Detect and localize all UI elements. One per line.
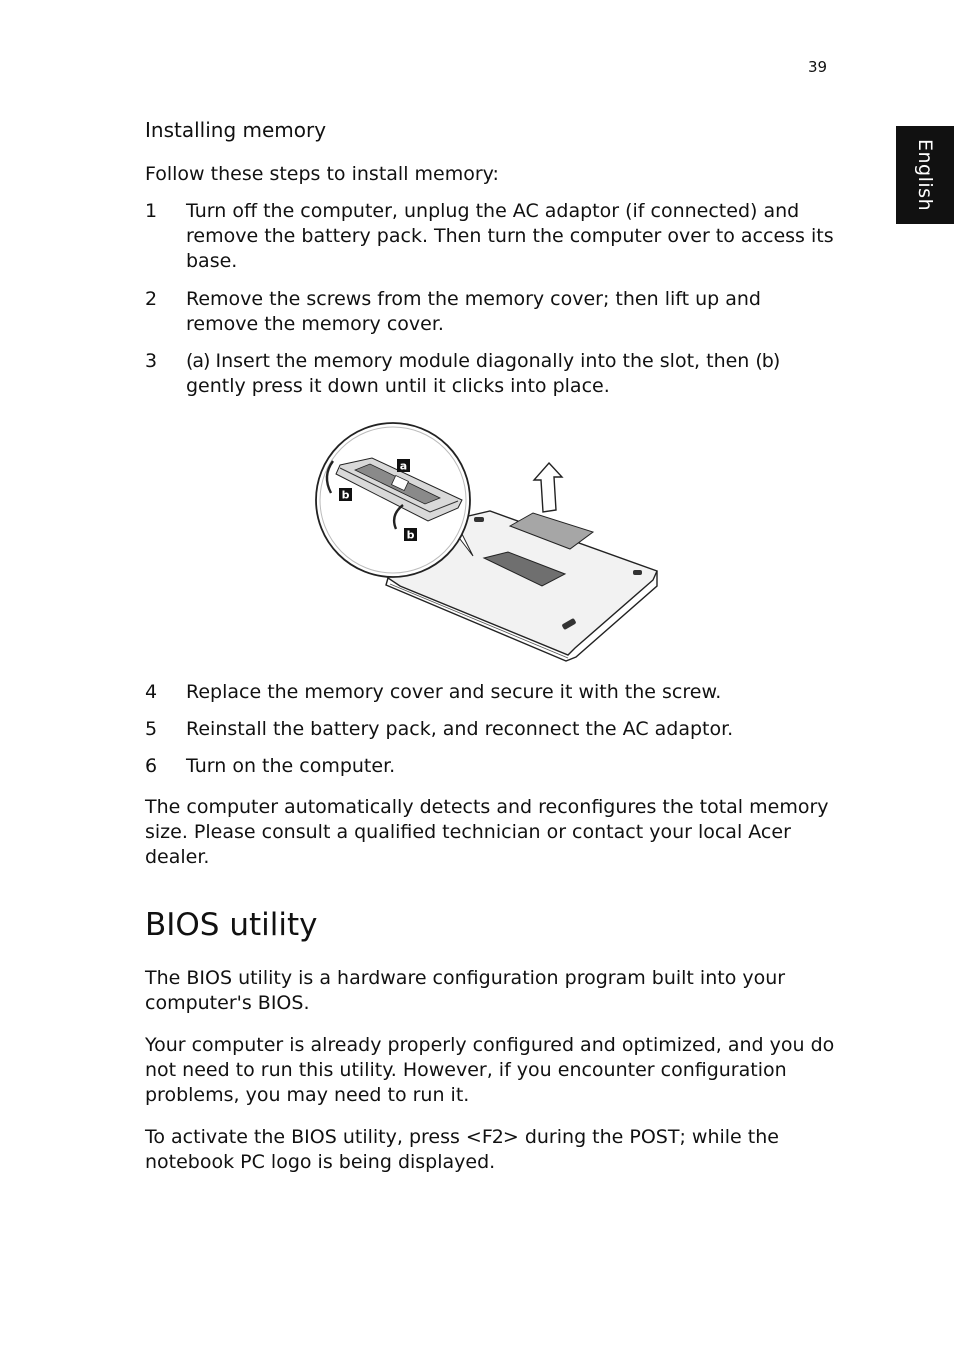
step-text: Remove the screws from the memory cover; then lift up and remove the memory cover. xyxy=(186,288,761,335)
step-text xyxy=(186,349,835,399)
step-number: 4 xyxy=(145,681,158,703)
step-4 xyxy=(145,680,835,705)
step-3 xyxy=(145,349,835,399)
language-tab-label: English xyxy=(914,138,936,212)
step-label-b: (b) xyxy=(755,350,780,372)
step-text: Replace the memory cover and secure it with the screw. xyxy=(186,681,722,703)
intro-text: Follow these steps to install memory: xyxy=(145,163,499,185)
step-number: 1 xyxy=(145,200,158,222)
closing-paragraph: The computer automatically detects and reconfigures the total memory size. Please consult a qualified technician or contact your local Acer dealer. xyxy=(145,796,829,868)
step-text-part: gently press it down until it clicks into place. xyxy=(186,375,610,397)
step-number: 2 xyxy=(145,288,158,310)
section-heading: Installing memory xyxy=(145,118,327,142)
key-f2: F2 xyxy=(481,1126,503,1148)
bios-text-part: To activate the BIOS utility, press < xyxy=(145,1126,482,1148)
callout-b-bottom: b xyxy=(406,528,415,542)
step-label-a: (a) xyxy=(186,350,210,372)
step-5 xyxy=(145,717,835,742)
bios-paragraph-2: Your computer is already properly configured and optimized, and you do not need to run this utility. However, if you encounter configuration problems, you may need to run it. xyxy=(145,1034,835,1106)
page-number: 39 xyxy=(808,58,828,76)
step-number: 5 xyxy=(145,718,158,740)
step-text: Reinstall the battery pack, and reconnect the AC adaptor. xyxy=(186,718,734,740)
bios-paragraph-3 xyxy=(145,1125,835,1175)
memory-installation-illustration xyxy=(300,408,670,663)
language-tab xyxy=(896,126,954,224)
step-text-part: Insert the memory module diagonally into the slot, then xyxy=(209,350,756,372)
step-text: Turn on the computer. xyxy=(186,755,396,777)
bios-heading: BIOS utility xyxy=(145,907,318,943)
bios-paragraph-1: The BIOS utility is a hardware configuration program built into your computer's BIOS. xyxy=(145,967,786,1014)
step-1 xyxy=(145,199,835,274)
step-6 xyxy=(145,754,835,779)
step-number: 6 xyxy=(145,755,158,777)
callout-b-left: b xyxy=(341,488,350,502)
bios-text-part: > during the POST; while the notebook PC logo is being displayed. xyxy=(145,1126,779,1173)
step-number: 3 xyxy=(145,350,158,372)
step-2 xyxy=(145,287,835,337)
callout-a: a xyxy=(399,459,408,473)
step-text: Turn off the computer, unplug the AC adaptor (if connected) and remove the battery pack. Then turn the computer over to access its base. xyxy=(186,200,834,272)
